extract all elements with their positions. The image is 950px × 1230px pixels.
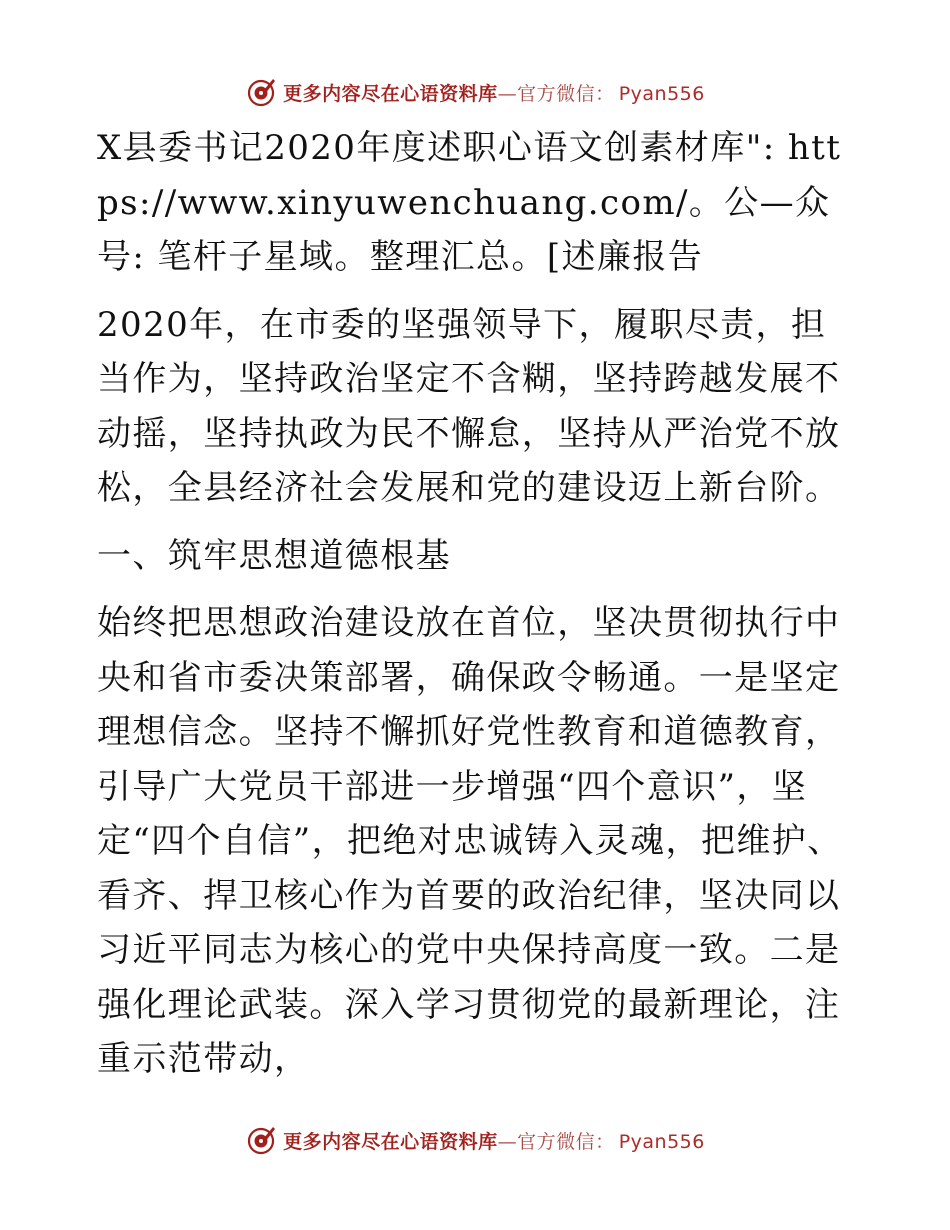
quill-pen-icon (245, 1124, 277, 1156)
banner-text (283, 1127, 705, 1154)
banner-separator: — (497, 82, 518, 105)
banner-site-text: 更多内容尽在心语资料库 (283, 82, 498, 105)
header-banner (0, 72, 950, 112)
banner-account: Pyan556 (618, 1130, 705, 1153)
document-body (97, 121, 857, 1100)
banner-account: Pyan556 (618, 82, 705, 105)
document-paragraph: 始终把思想政治建设放在首位，坚决贯彻执行中央和省市委决策部署，确保政令畅通。一是坚定理想信念。坚持不懈抓好党性教育和道德教育，引导广大党员干部进一步增强“四个意识”，坚定“四个自信”，把绝对忠诚铸入灵魂，把维护、看齐、捍卫核心作为首要的政治纪律，坚决同以习近平同志为核心的党中央保持高度一致。二是强化理论武装。深入学习贯彻党的最新理论，注重示范带动， (97, 603, 843, 1079)
document-paragraph: 2020年，在市委的坚强领导下，履职尽责，担当作为，坚持政治坚定不含糊，坚持跨越发展不动摇，坚持执政为民不懈怠，坚持从严治党不放松，全县经济社会发展和党的建设迈上新台阶。 (97, 304, 841, 508)
banner-wechat-label: 官方微信： (517, 82, 615, 105)
section-heading: 一、筑牢思想道德根基 (97, 535, 451, 576)
banner-text (283, 79, 705, 106)
footer-banner (0, 1120, 950, 1160)
banner-wechat-label: 官方微信： (517, 1130, 615, 1153)
banner-separator: — (497, 1130, 518, 1153)
document-paragraph: X县委书记2020年度述职心语文创素材库": https://www.xinyuwenchuang.com/。公—众号: 笔杆子星域。整理汇总。[述廉报告 (97, 128, 842, 277)
banner-site-text: 更多内容尽在心语资料库 (283, 1130, 498, 1153)
quill-pen-icon (245, 76, 277, 108)
